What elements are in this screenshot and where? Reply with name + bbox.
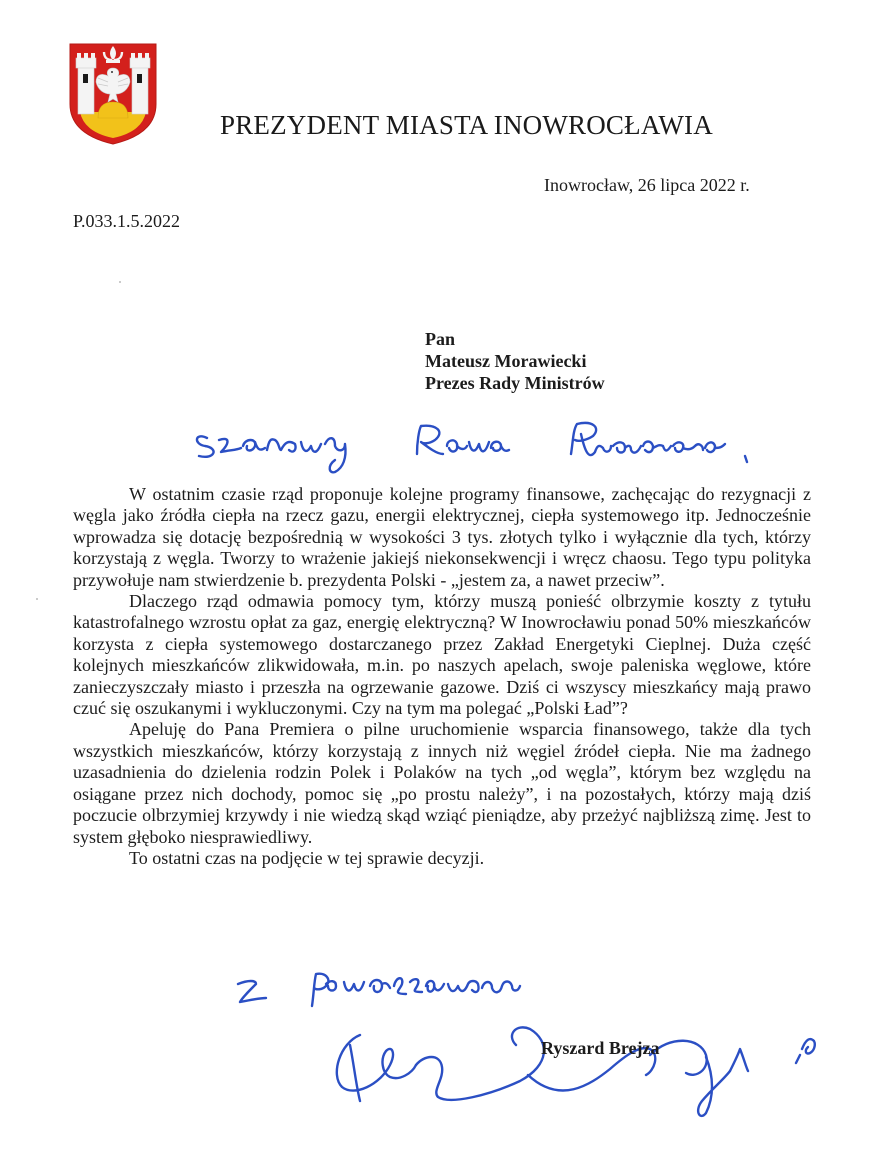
letterhead-title: PREZYDENT MIASTA INOWROCŁAWIA: [220, 110, 713, 140]
reference-number: P.033.1.5.2022: [73, 211, 181, 231]
addressee-salutation: Pan: [425, 329, 456, 349]
body-paragraph: W ostatnim czasie rząd proponuje kolejne programy finansowe, zachęcając do rezygnacji z węgla jako źródła ciepła na rzecz gazu, energii elektrycznej, ciepła systemowego itp. Jednocześnie wprowadza się dotację bezpośrednią w wysokości 3 tys. złotych tylko i wyłącznie dla tych, którzy korzystają z węgla. Tworzy to wrażenie jakiejś niekonsekwencji i wręcz chaosu. Tego typu polityka przywołuje nam stwierdzenie b. prezydenta Polski - „jestem za, a nawet przeciw”.: [73, 484, 811, 590]
handwritten-signature: [320, 1015, 830, 1125]
handwritten-greeting: [185, 402, 785, 482]
signer-name: Ryszard Brejza: [541, 1038, 660, 1058]
addressee-title: Prezes Rady Ministrów: [425, 373, 605, 393]
place-and-date: Inowrocław, 26 lipca 2022 r.: [544, 175, 750, 195]
handwritten-closing: [230, 962, 610, 1022]
body-paragraph: Apeluję do Pana Premiera o pilne uruchomienie wsparcia finansowego, także dla tych wszystkich mieszkańców, którzy korzystają z innych niż węgiel źródeł ciepła. Nie ma żadnego uzasadnienia do dzielenia rodzin Polek i Polaków na tych „od węgla”, którym bez względu na osiągane przez nich dochody, pomoc się „po prostu należy”, i na pozostałych, którzy mają dziś poczucie olbrzymiej krzywdy i nie wiedzą skąd wziąć pieniądze, aby przeżyć najbliższą zimę. Jest to system głęboko niesprawiedliwy.: [73, 719, 811, 847]
addressee-block: [425, 328, 605, 394]
body-paragraph: To ostatni czas na podjęcie w tej sprawie decyzji.: [129, 847, 485, 868]
addressee-name: Mateusz Morawiecki: [425, 351, 587, 371]
letter-body: [73, 484, 811, 869]
body-paragraph: Dlaczego rząd odmawia pomocy tym, którzy muszą ponieść olbrzymie koszty z tytułu katastrofalnego wzrostu opłat za gaz, energię elektryczną? W Inowrocławiu ponad 50% mieszkańców korzysta z ciepła systemowego dostarczanego przez Zakład Energetyki Cieplnej. Duża część kolejnych mieszkańców zlikwidowała, m.in. po naszych apelach, swoje paleniska węglowe, które zanieczyszczały miasto i przeszła na ogrzewanie gazowe. Dziś ci wszyscy mieszkańcy mają prawo czuć się oszukanymi i wykluczonymi. Czy na tym ma polegać „Polski Ład”?: [73, 591, 811, 719]
scan-speck: [119, 281, 121, 283]
coat-of-arms-icon: [68, 42, 158, 146]
scan-speck: [36, 598, 38, 600]
